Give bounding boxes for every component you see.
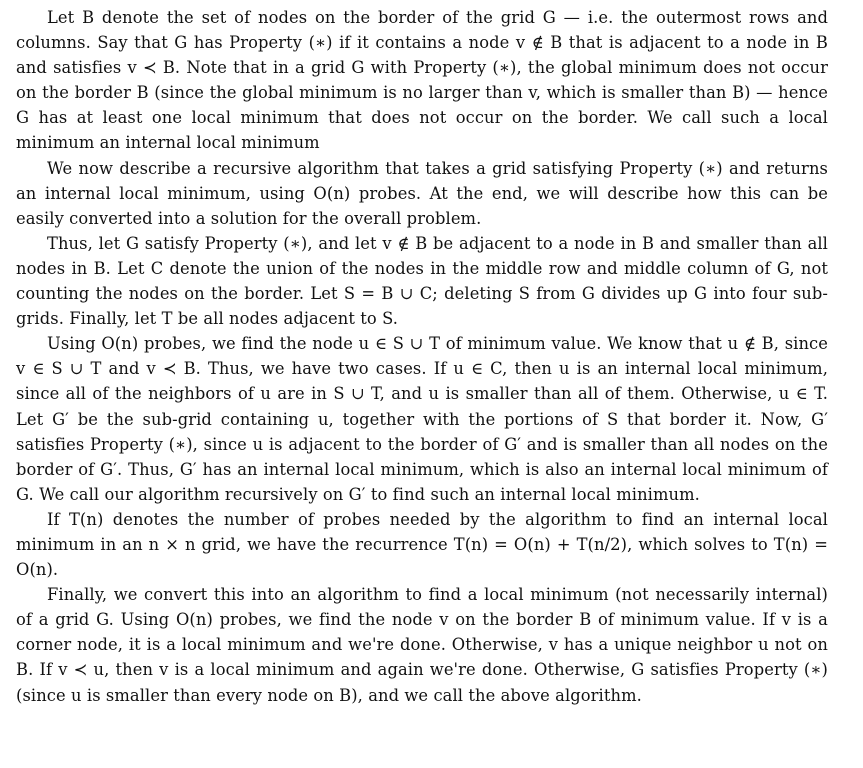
paragraph-setup: Thus, let G satisfy Property (∗), and let v ∉ B be adjacent to a node in B and smaller than all nodes in B. Let C denote the union of the nodes in the middle row and middle column of G, not counting the nodes on the border. Let S = B ∪ C; deleting S from G divides up G into four sub-grids. Finally, let T be all nodes adjacent to S.: [16, 233, 828, 329]
paragraph-property-definition: Let B denote the set of nodes on the border of the grid G — i.e. the outermost rows and columns. Say that G has Property (∗) if it contains a node v ∉ B that is adjacent to a node in B and satisfies v ≺ B. Note that in a grid G with Property (∗), the global minimum does not occur on the border B (since the global minimum is no larger than v, which is smaller than B) — hence G has at least one local minimum that does not occur on the border. We call such a local minimum an internal local minimum: [16, 8, 828, 153]
paragraph-algorithm-overview: We now describe a recursive algorithm that takes a grid satisfying Property (∗) and returns an internal local minimum, using O(n) probes. At the end, we will describe how this can be easily converted into a solution for the overall problem.: [16, 158, 828, 228]
paragraph-case-analysis: Using O(n) probes, we find the node u ∈ S ∪ T of minimum value. We know that u ∉ B, since v ∈ S ∪ T and v ≺ B. Thus, we have two cases. If u ∈ C, then u is an internal local minimum, since all of the neighbors of u are in S ∪ T, and u is smaller than all of them. Otherwise, u ∈ T. Let G′ be the sub-grid containing u, together with the portions of S that border it. Now, G′ satisfies Property (∗), since u is adjacent to the border of G′ and is smaller than all nodes on the border of G′. Thus, G′ has an internal local minimum, which is also an internal local minimum of G. We call our algorithm recursively on G′ to find such an internal local minimum.: [16, 334, 828, 504]
paragraph-recurrence: If T(n) denotes the number of probes needed by the algorithm to find an internal local minimum in an n × n grid, we have the recurrence T(n) = O(n) + T(n/2), which solves to T(n) = O(n).: [16, 509, 828, 580]
paragraph-conversion: Finally, we convert this into an algorithm to find a local minimum (not necessarily internal) of a grid G. Using O(n) probes, we find the node v on the border B of minimum value. If v is a corner node, it is a local minimum and we're done. Otherwise, v has a unique neighbor u not on B. If v ≺ u, then v is a local minimum and again we're done. Otherwise, G satisfies Property (∗) (since u is smaller than every node on B), and we call the above algorithm.: [16, 585, 828, 705]
document-body: [16, 5, 828, 708]
